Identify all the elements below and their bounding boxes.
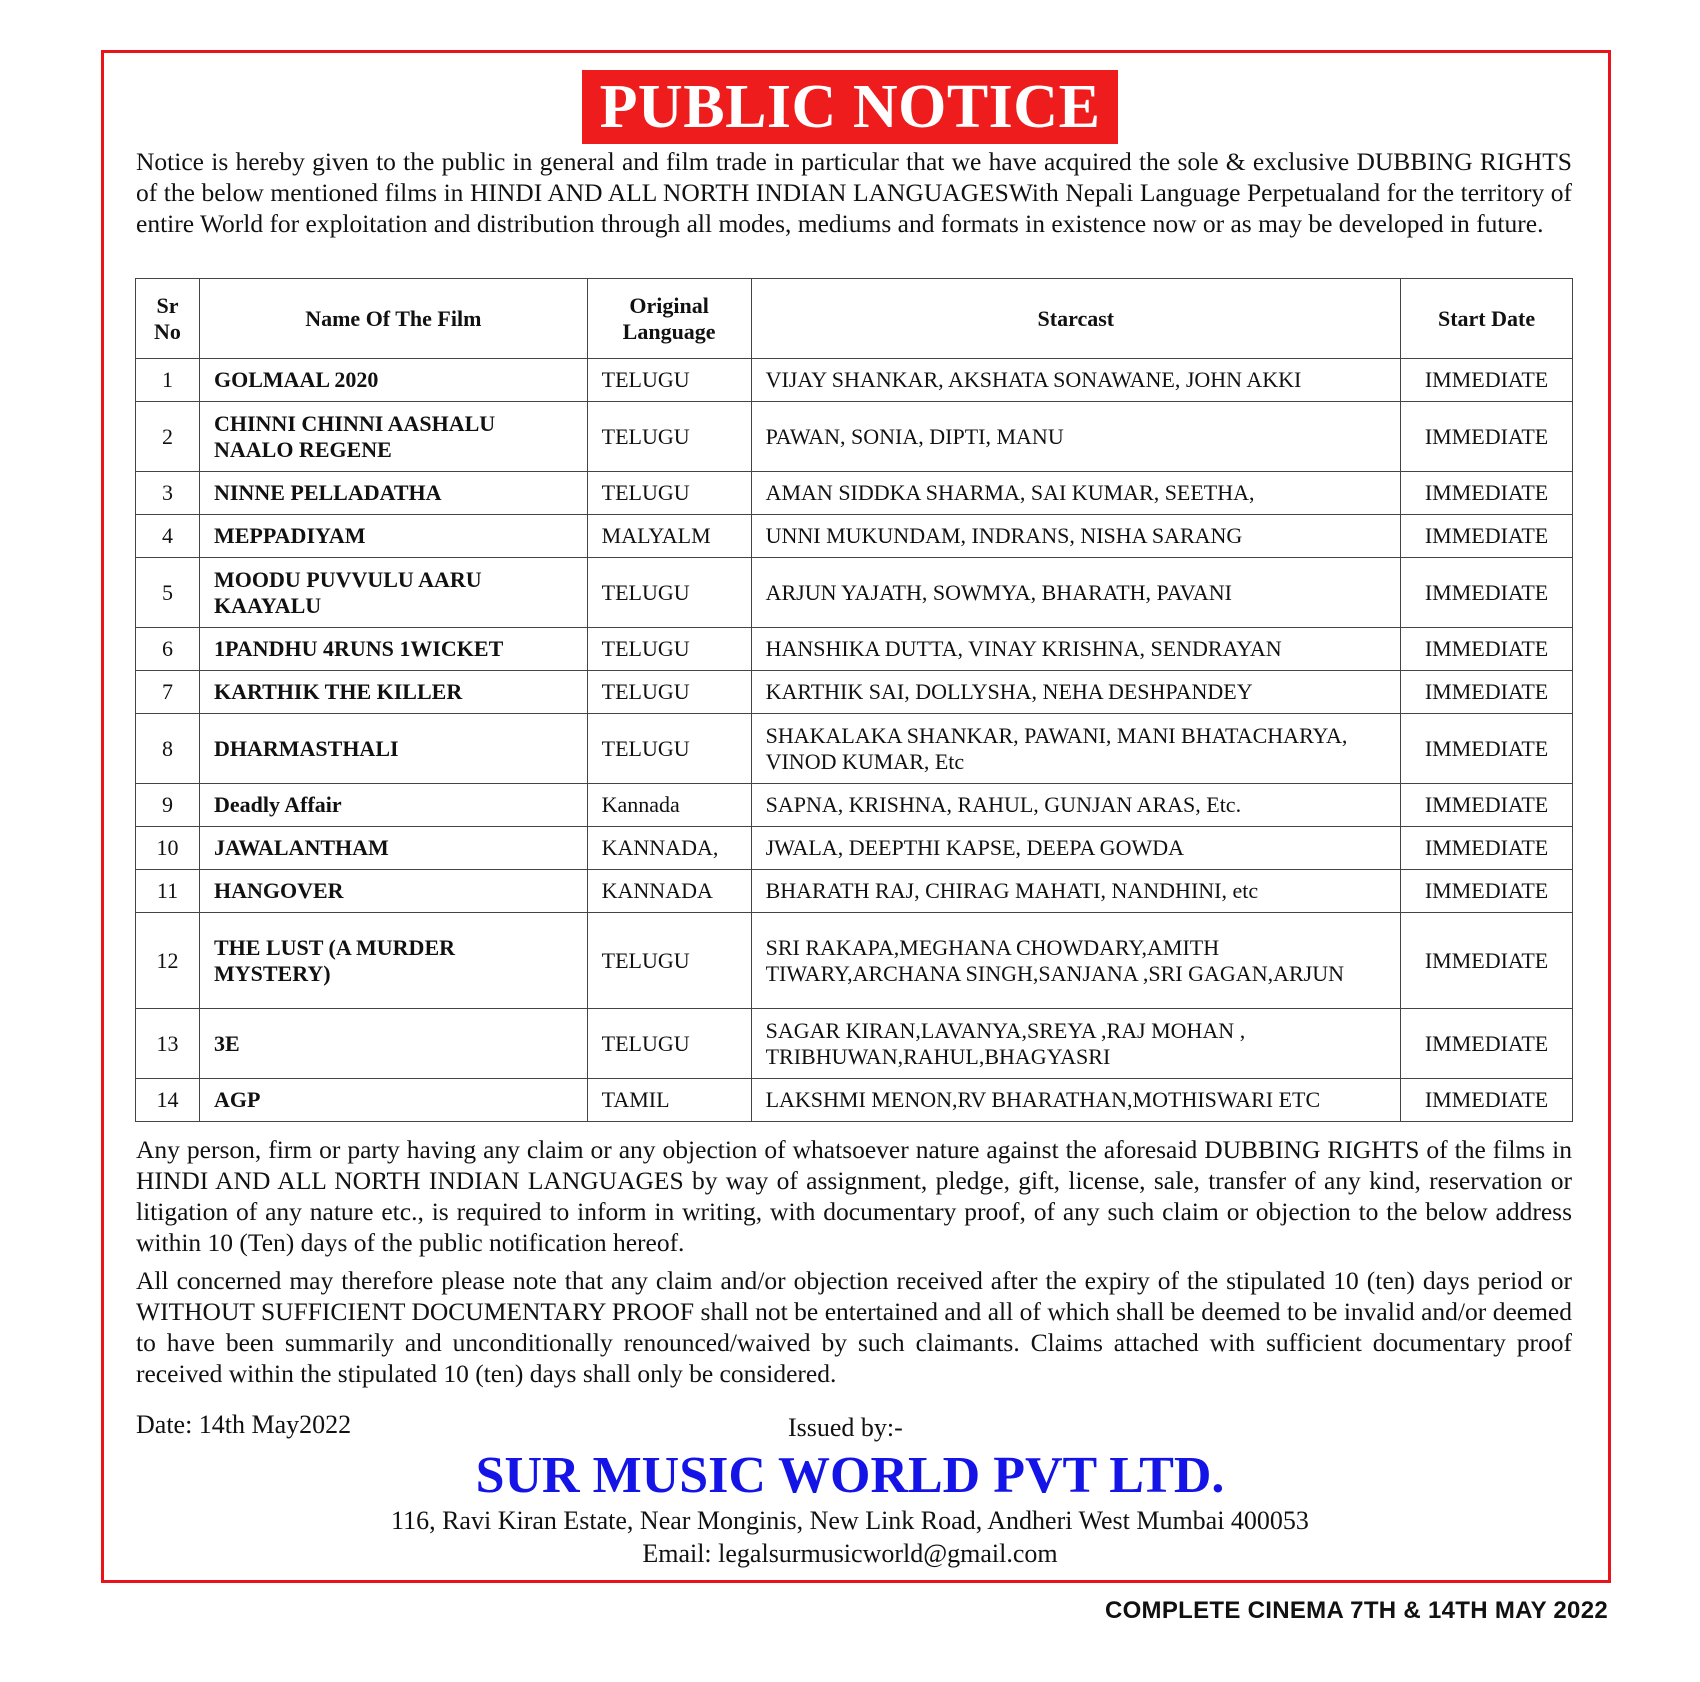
- row-start-date: IMMEDIATE: [1401, 558, 1573, 628]
- row-starcast: AMAN SIDDKA SHARMA, SAI KUMAR, SEETHA,: [751, 472, 1400, 515]
- row-sr-no: 7: [136, 671, 200, 714]
- issued-by-label: Issued by:-: [788, 1413, 903, 1442]
- row-start-date: IMMEDIATE: [1401, 714, 1573, 784]
- row-start-date: IMMEDIATE: [1401, 515, 1573, 558]
- row-film-name: HANGOVER: [199, 870, 587, 913]
- table-row: [136, 472, 1573, 515]
- table-row: [136, 359, 1573, 402]
- row-starcast: SRI RAKAPA,MEGHANA CHOWDARY,AMITH TIWARY,ARCHANA SINGH,SANJANA ,SRI GAGAN,ARJUN: [751, 913, 1400, 1009]
- row-sr-no: 14: [136, 1079, 200, 1122]
- row-sr-no: 8: [136, 714, 200, 784]
- row-language: MALYALM: [587, 515, 751, 558]
- row-film-name: CHINNI CHINNI AASHALU NAALO REGENE: [199, 402, 587, 472]
- row-starcast: JWALA, DEEPTHI KAPSE, DEEPA GOWDA: [751, 827, 1400, 870]
- row-language: KANNADA: [587, 870, 751, 913]
- table-row: [136, 671, 1573, 714]
- row-film-name: 1PANDHU 4RUNS 1WICKET: [199, 628, 587, 671]
- row-language: TELUGU: [587, 671, 751, 714]
- row-film-name: 3E: [199, 1009, 587, 1079]
- notice-date: Date: 14th May2022: [136, 1410, 352, 1439]
- concern-paragraph: All concerned may therefore please note that any claim and/or objection received after the expiry of the stipulated 10 (ten) days period or WITHOUT SUFFICIENT DOCUMENTARY PROOF shall not be entertained and all of which shall be deemed to be invalid and/or deemed to have been summarily and unconditionally renounced/waived by such claimants. Claims attached with sufficient documentary proof received within the stipulated 10 (ten) days shall only be considered.: [136, 1266, 1572, 1388]
- company-address: 116, Ravi Kiran Estate, Near Monginis, New Link Road, Andheri West Mumbai 400053: [391, 1506, 1309, 1535]
- row-language: TELUGU: [587, 714, 751, 784]
- row-film-name: MEPPADIYAM: [199, 515, 587, 558]
- table-row: [136, 628, 1573, 671]
- row-film-name: Deadly Affair: [199, 784, 587, 827]
- table-row: [136, 913, 1573, 1009]
- company-name: SUR MUSIC WORLD PVT LTD.: [475, 1447, 1225, 1504]
- table-row: [136, 714, 1573, 784]
- row-start-date: IMMEDIATE: [1401, 1009, 1573, 1079]
- row-language: TAMIL: [587, 1079, 751, 1122]
- row-start-date: IMMEDIATE: [1401, 1079, 1573, 1122]
- row-sr-no: 13: [136, 1009, 200, 1079]
- row-start-date: IMMEDIATE: [1401, 359, 1573, 402]
- header-sr-no: Sr No: [136, 279, 200, 359]
- row-film-name: NINNE PELLADATHA: [199, 472, 587, 515]
- row-sr-no: 9: [136, 784, 200, 827]
- row-start-date: IMMEDIATE: [1401, 472, 1573, 515]
- row-film-name: GOLMAAL 2020: [199, 359, 587, 402]
- row-language: TELUGU: [587, 402, 751, 472]
- row-starcast: HANSHIKA DUTTA, VINAY KRISHNA, SENDRAYAN: [751, 628, 1400, 671]
- row-starcast: SAGAR KIRAN,LAVANYA,SREYA ,RAJ MOHAN , TRIBHUWAN,RAHUL,BHAGYASRI: [751, 1009, 1400, 1079]
- table-row: [136, 558, 1573, 628]
- row-start-date: IMMEDIATE: [1401, 402, 1573, 472]
- row-starcast: PAWAN, SONIA, DIPTI, MANU: [751, 402, 1400, 472]
- header-original-language: Original Language: [587, 279, 751, 359]
- row-start-date: IMMEDIATE: [1401, 671, 1573, 714]
- row-language: TELUGU: [587, 558, 751, 628]
- table-row: [136, 870, 1573, 913]
- row-sr-no: 1: [136, 359, 200, 402]
- row-sr-no: 6: [136, 628, 200, 671]
- row-starcast: VIJAY SHANKAR, AKSHATA SONAWANE, JOHN AKKI: [751, 359, 1400, 402]
- row-film-name: KARTHIK THE KILLER: [199, 671, 587, 714]
- row-start-date: IMMEDIATE: [1401, 870, 1573, 913]
- row-sr-no: 4: [136, 515, 200, 558]
- publication-footer: COMPLETE CINEMA 7TH & 14TH MAY 2022: [1104, 1597, 1608, 1624]
- row-start-date: IMMEDIATE: [1401, 784, 1573, 827]
- row-sr-no: 10: [136, 827, 200, 870]
- table-row: [136, 515, 1573, 558]
- row-sr-no: 2: [136, 402, 200, 472]
- company-email: Email: legalsurmusicworld@gmail.com: [642, 1539, 1058, 1568]
- row-starcast: LAKSHMI MENON,RV BHARATHAN,MOTHISWARI ETC: [751, 1079, 1400, 1122]
- row-starcast: ARJUN YAJATH, SOWMYA, BHARATH, PAVANI: [751, 558, 1400, 628]
- notice-title: PUBLIC NOTICE: [582, 70, 1119, 144]
- row-starcast: KARTHIK SAI, DOLLYSHA, NEHA DESHPANDEY: [751, 671, 1400, 714]
- row-sr-no: 5: [136, 558, 200, 628]
- row-language: TELUGU: [587, 628, 751, 671]
- row-film-name: DHARMASTHALI: [199, 714, 587, 784]
- row-film-name: JAWALANTHAM: [199, 827, 587, 870]
- films-table: [135, 278, 1573, 1122]
- row-film-name: MOODU PUVVULU AARU KAAYALU: [199, 558, 587, 628]
- table-row: [136, 827, 1573, 870]
- row-language: KANNADA,: [587, 827, 751, 870]
- row-start-date: IMMEDIATE: [1401, 913, 1573, 1009]
- table-row: [136, 1009, 1573, 1079]
- header-start-date: Start Date: [1401, 279, 1573, 359]
- table-row: [136, 784, 1573, 827]
- row-sr-no: 12: [136, 913, 200, 1009]
- table-header-row: [136, 279, 1573, 359]
- header-starcast: Starcast: [751, 279, 1400, 359]
- claim-paragraph: Any person, firm or party having any claim or any objection of whatsoever nature against the aforesaid DUBBING RIGHTS of the films in HINDI AND ALL NORTH INDIAN LANGUAGES by way of assignment, pledge, gift, license, sale, transfer of any kind, reservation or litigation of any nature etc., is required to inform in writing, with documentary proof, of any such claim or objection to the below address within 10 (Ten) days of the public notification hereof.: [136, 1135, 1572, 1257]
- row-film-name: THE LUST (A MURDER MYSTERY): [199, 913, 587, 1009]
- intro-paragraph: Notice is hereby given to the public in general and film trade in particular that we have acquired the sole & exclusive DUBBING RIGHTS of the below mentioned films in HINDI AND ALL NORTH INDIAN LANGUAGESWith Nepali Language Perpetualand for the territory of entire World for exploitation and distribution through all modes, mediums and formats in existence now or as may be developed in future.: [136, 147, 1572, 238]
- row-sr-no: 3: [136, 472, 200, 515]
- table-row: [136, 1079, 1573, 1122]
- row-start-date: IMMEDIATE: [1401, 827, 1573, 870]
- row-film-name: AGP: [199, 1079, 587, 1122]
- row-language: TELUGU: [587, 913, 751, 1009]
- row-language: TELUGU: [587, 1009, 751, 1079]
- table-row: [136, 402, 1573, 472]
- row-starcast: SHAKALAKA SHANKAR, PAWANI, MANI BHATACHARYA, VINOD KUMAR, Etc: [751, 714, 1400, 784]
- row-language: TELUGU: [587, 359, 751, 402]
- row-starcast: UNNI MUKUNDAM, INDRANS, NISHA SARANG: [751, 515, 1400, 558]
- row-starcast: SAPNA, KRISHNA, RAHUL, GUNJAN ARAS, Etc.: [751, 784, 1400, 827]
- row-language: TELUGU: [587, 472, 751, 515]
- row-sr-no: 11: [136, 870, 200, 913]
- header-film-name: Name Of The Film: [199, 279, 587, 359]
- row-language: Kannada: [587, 784, 751, 827]
- title-banner: [0, 70, 1700, 144]
- row-starcast: BHARATH RAJ, CHIRAG MAHATI, NANDHINI, etc: [751, 870, 1400, 913]
- row-start-date: IMMEDIATE: [1401, 628, 1573, 671]
